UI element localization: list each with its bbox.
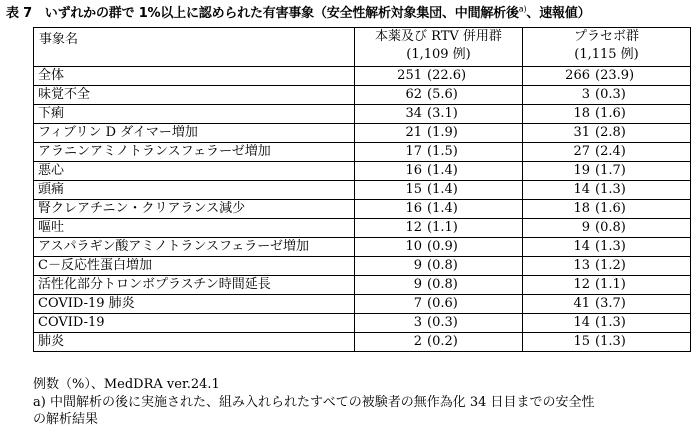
event-name-cell: アスパラギン酸アミノトランスフェラーゼ増加 [34,238,355,257]
placebo-percent: (1.3) [595,315,626,330]
event-name-cell: 活性化部分トロンボプラスチン時間延長 [34,276,355,295]
placebo-percent: (2.4) [595,144,626,159]
treatment-percent: (1.5) [427,144,458,159]
treatment-value-cell [355,219,523,238]
treatment-value-cell [355,295,523,314]
event-name-cell: 嘔吐 [34,219,355,238]
treatment-value-cell [355,314,523,333]
treatment-count: 12 [405,220,422,235]
placebo-count: 27 [573,144,590,159]
table-row [34,143,691,162]
treatment-value-cell [355,105,523,124]
event-name-cell: 悪心 [34,162,355,181]
treatment-count: 21 [405,125,422,140]
placebo-count: 15 [573,334,590,349]
placebo-value-cell [523,143,691,162]
placebo-count: 41 [573,296,590,311]
table-row [34,333,691,352]
placebo-value-cell [523,200,691,219]
treatment-percent: (3.1) [427,106,458,121]
treatment-value-cell [355,162,523,181]
treatment-count: 34 [405,106,422,121]
header-treatment-arm-count: (1,109 例) [406,47,471,62]
placebo-value-cell [523,86,691,105]
header-treatment-arm-label: 本薬及び RTV 併用群 [375,29,502,44]
treatment-percent: (1.4) [427,182,458,197]
placebo-count: 14 [573,315,590,330]
treatment-count: 10 [405,239,422,254]
placebo-value-cell [523,219,691,238]
event-name-cell: 頭痛 [34,181,355,200]
table-row [34,67,691,86]
treatment-value-cell [355,143,523,162]
placebo-percent: (1.6) [595,106,626,121]
treatment-percent: (0.6) [427,296,458,311]
treatment-percent: (22.6) [427,68,467,83]
placebo-percent: (1.2) [595,258,626,273]
table-row [34,314,691,333]
treatment-percent: (1.4) [427,163,458,178]
treatment-percent: (0.2) [427,334,458,349]
treatment-value-cell [355,200,523,219]
table-row [34,86,691,105]
header-treatment-arm [355,28,523,67]
event-name-cell: アラニンアミノトランスフェラーゼ増加 [34,143,355,162]
event-name-cell: 腎クレアチニン・クリアランス減少 [34,200,355,219]
treatment-value-cell [355,257,523,276]
event-name-cell: COVID-19 [34,314,355,333]
placebo-percent: (1.1) [595,277,626,292]
treatment-count: 2 [413,334,422,349]
event-name-cell: 全体 [34,67,355,86]
treatment-value-cell [355,67,523,86]
placebo-count: 14 [573,182,590,197]
placebo-count: 18 [573,106,590,121]
event-name-cell: フィブリン D ダイマー増加 [34,124,355,143]
event-name-cell: 味覚不全 [34,86,355,105]
table-row [34,295,691,314]
placebo-percent: (0.3) [595,87,626,102]
placebo-percent: (2.8) [595,125,626,140]
event-name-cell: 肺炎 [34,333,355,352]
footnote-a-continued: の解析結果 [33,412,99,427]
treatment-count: 17 [405,144,422,159]
event-name-cell: 下痢 [34,105,355,124]
placebo-count: 19 [573,163,590,178]
placebo-value-cell [523,67,691,86]
header-event-name [34,28,355,67]
table-title [6,4,692,24]
treatment-value-cell [355,124,523,143]
placebo-value-cell [523,257,691,276]
treatment-percent: (0.8) [427,258,458,273]
title-footnote-marker: a) [518,4,527,14]
treatment-count: 3 [413,315,422,330]
table-row [34,124,691,143]
treatment-percent: (0.8) [427,277,458,292]
placebo-value-cell [523,181,691,200]
treatment-value-cell [355,238,523,257]
table-row [34,162,691,181]
treatment-percent: (0.3) [427,315,458,330]
treatment-value-cell [355,86,523,105]
table-title-text: 表 7 いずれかの群で 1%以上に認められた有害事象（安全性解析対象集団、中間解析後 [6,6,519,21]
placebo-percent: (1.3) [595,182,626,197]
placebo-value-cell [523,295,691,314]
table-title-suffix: 、速報値） [526,6,591,21]
table-header-row [34,28,691,67]
placebo-count: 14 [573,239,590,254]
placebo-count: 12 [573,277,590,292]
placebo-percent: (1.6) [595,201,626,216]
table-row [34,105,691,124]
table-row [34,181,691,200]
header-placebo-arm-count: (1,115 例) [574,47,639,62]
placebo-percent: (1.7) [595,163,626,178]
placebo-count: 18 [573,201,590,216]
header-placebo-arm [523,28,691,67]
table-row [34,200,691,219]
footnote-units: 例数（%）、MedDRA ver.24.1 [33,377,220,392]
placebo-value-cell [523,333,691,352]
placebo-percent: (1.3) [595,334,626,349]
table-row [34,238,691,257]
table-row [34,276,691,295]
placebo-percent: (3.7) [595,296,626,311]
placebo-count: 9 [581,220,590,235]
treatment-count: 251 [397,68,422,83]
placebo-percent: (23.9) [595,68,635,83]
placebo-value-cell [523,238,691,257]
treatment-value-cell [355,333,523,352]
event-name-cell: C－反応性蛋白増加 [34,257,355,276]
adverse-events-table [33,27,691,352]
placebo-count: 31 [573,125,590,140]
table-row [34,257,691,276]
treatment-percent: (0.9) [427,239,458,254]
treatment-count: 9 [413,277,422,292]
placebo-value-cell [523,162,691,181]
placebo-value-cell [523,276,691,295]
treatment-value-cell [355,276,523,295]
header-placebo-arm-label: プラセボ群 [573,29,639,44]
event-name-cell: COVID-19 肺炎 [34,295,355,314]
placebo-value-cell [523,314,691,333]
treatment-percent: (1.9) [427,125,458,140]
treatment-percent: (1.4) [427,201,458,216]
treatment-percent: (5.6) [427,87,458,102]
treatment-percent: (1.1) [427,220,458,235]
table-body [34,67,691,352]
placebo-value-cell [523,105,691,124]
treatment-count: 16 [405,201,422,216]
treatment-value-cell [355,181,523,200]
placebo-count: 3 [581,87,590,102]
treatment-count: 62 [405,87,422,102]
header-event-name-label: 事象名 [39,32,79,47]
table-row [34,219,691,238]
treatment-count: 16 [405,163,422,178]
placebo-count: 266 [565,68,590,83]
placebo-percent: (1.3) [595,239,626,254]
placebo-count: 13 [573,258,590,273]
treatment-count: 9 [413,258,422,273]
placebo-percent: (0.8) [595,220,626,235]
footnote-a: a) 中間解析の後に実施された、組み入れられたすべての被験者の無作為化 34 日目までの安全性 [33,395,595,410]
treatment-count: 15 [405,182,422,197]
placebo-value-cell [523,124,691,143]
treatment-count: 7 [413,296,422,311]
